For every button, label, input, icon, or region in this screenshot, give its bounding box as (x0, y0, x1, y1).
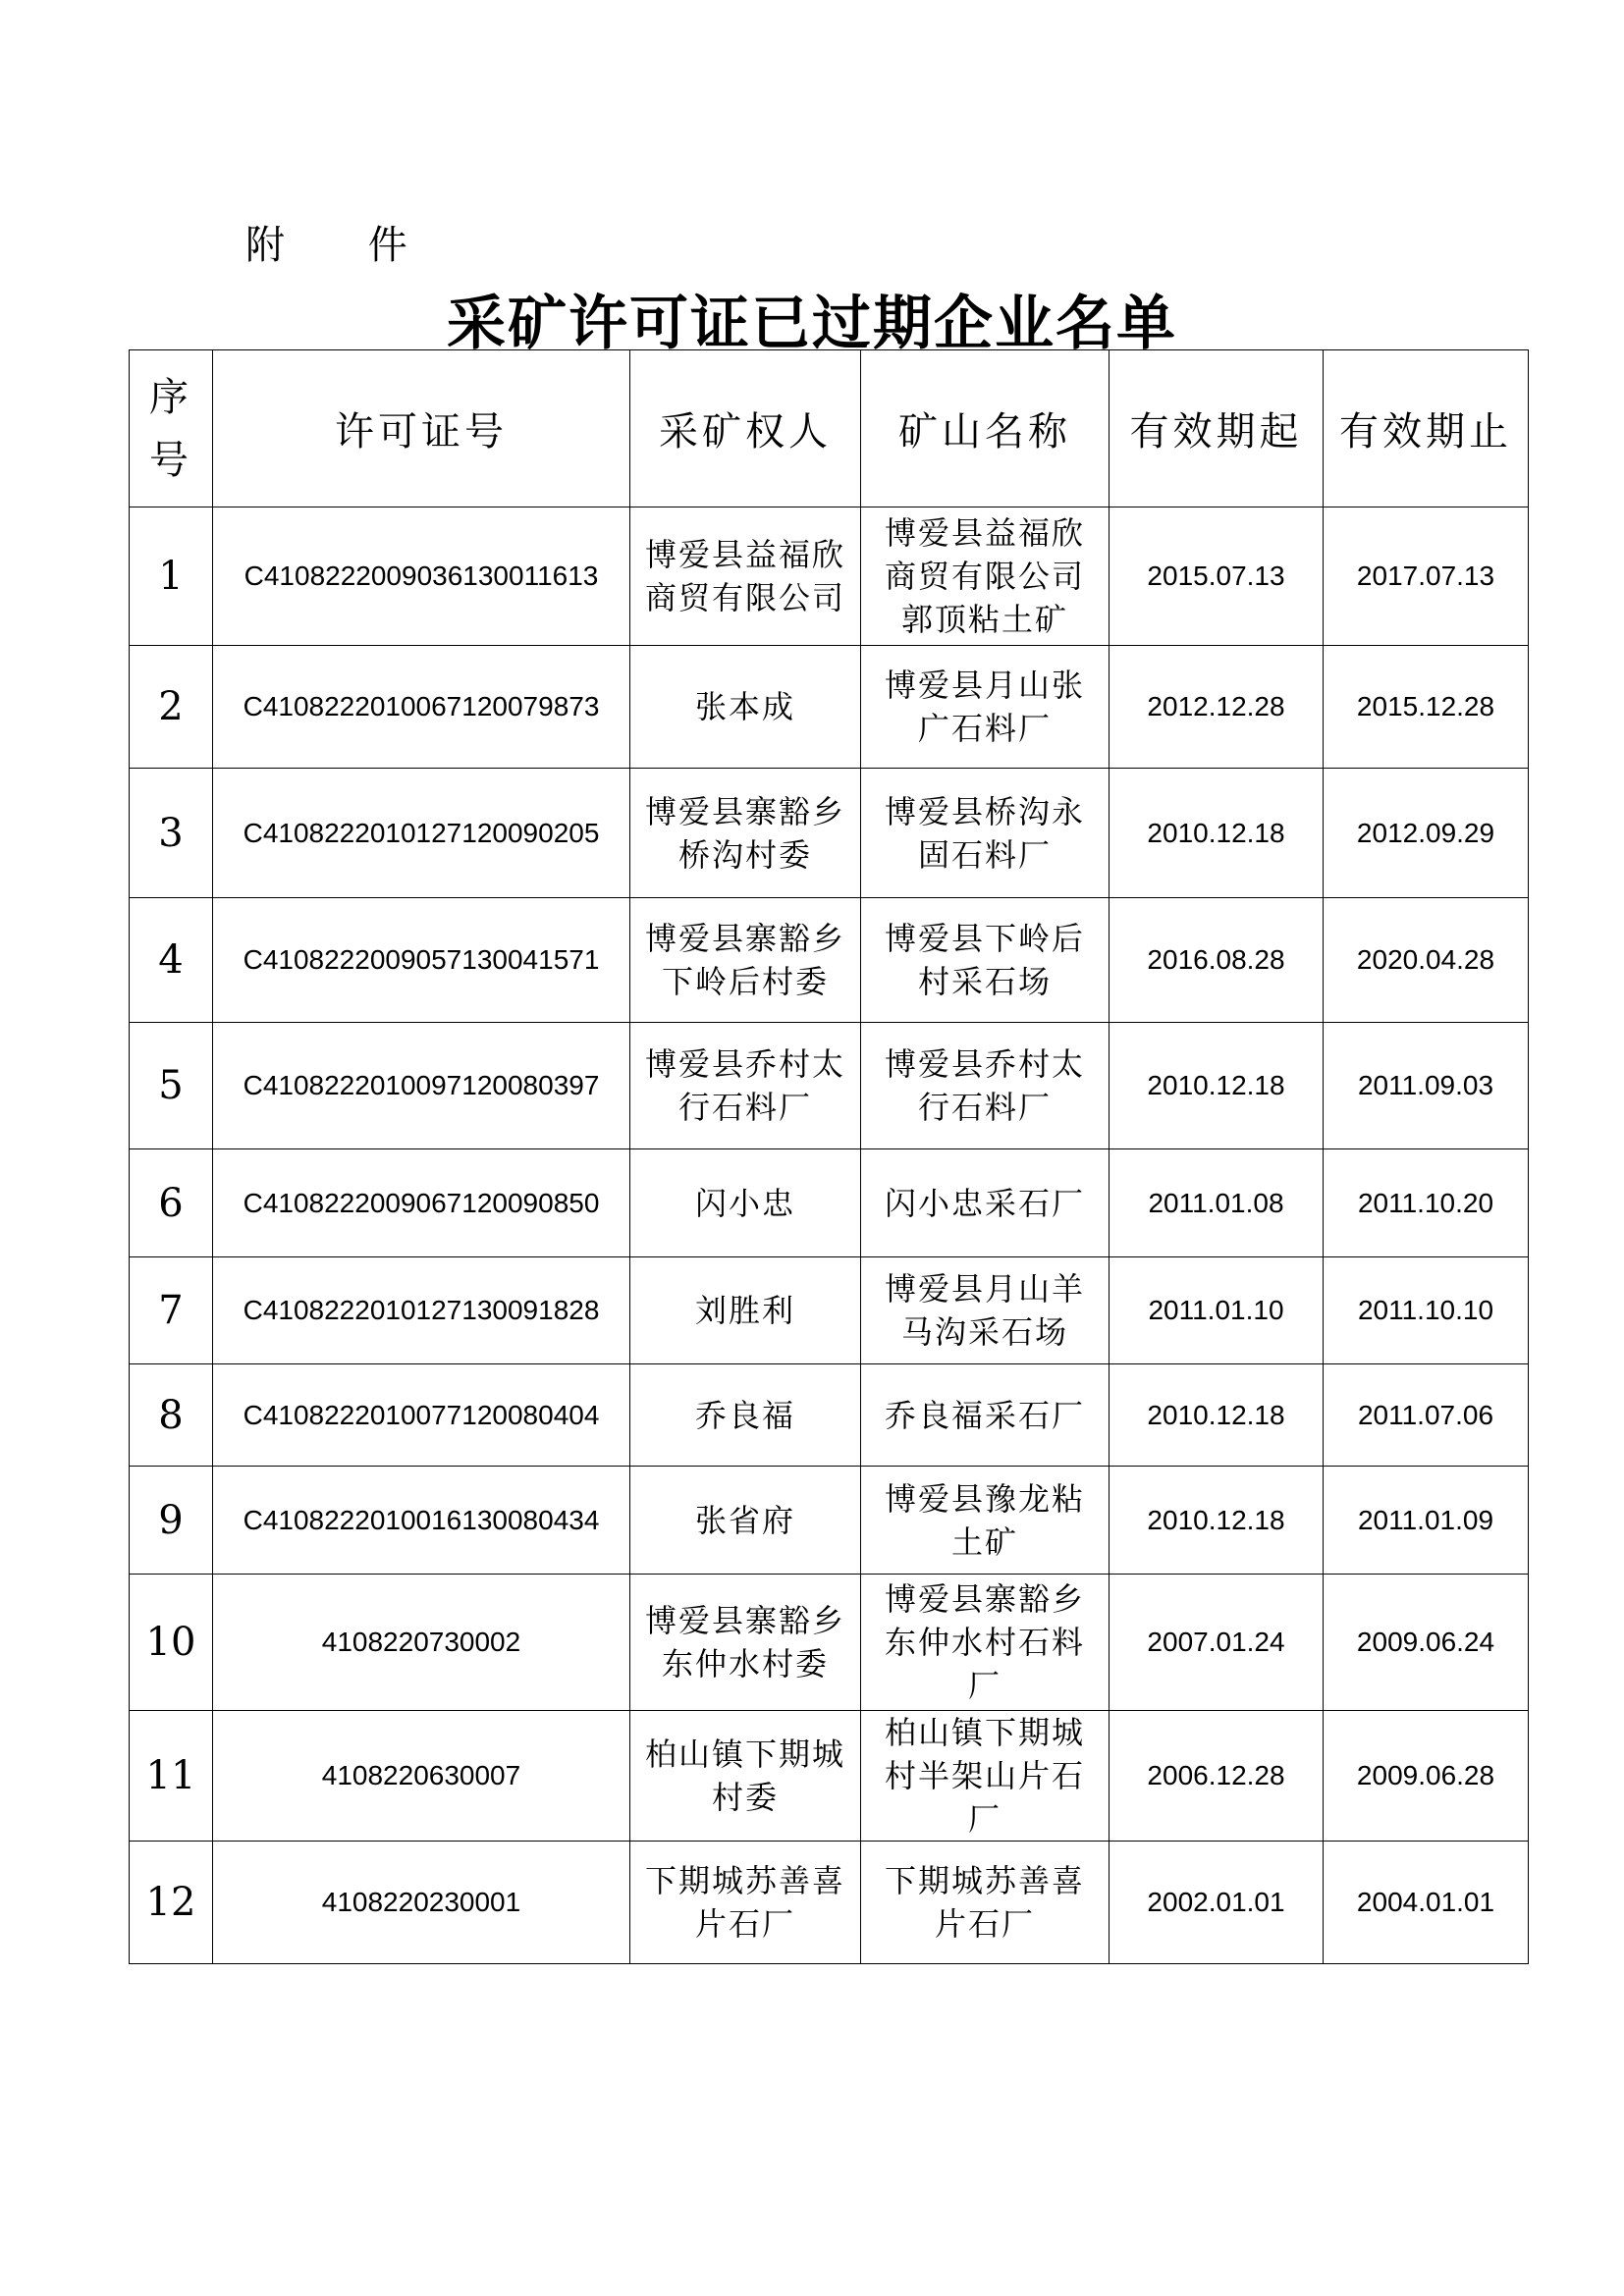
cell-valid-to: 2009.06.28 (1324, 1711, 1529, 1842)
cell-seq: 9 (130, 1467, 213, 1575)
cell-license-no: 4108220730002 (213, 1575, 630, 1711)
table-row (130, 1023, 1529, 1149)
table-row (130, 1842, 1529, 1964)
cell-seq: 10 (130, 1575, 213, 1711)
cell-holder: 刘胜利 (630, 1257, 861, 1364)
cell-valid-from: 2011.01.10 (1110, 1257, 1324, 1364)
cell-mine-name: 博爱县下岭后村采石场 (861, 898, 1110, 1023)
cell-valid-to: 2011.10.20 (1324, 1149, 1529, 1257)
cell-mine-name: 乔良福采石厂 (861, 1364, 1110, 1467)
cell-seq: 12 (130, 1842, 213, 1964)
cell-seq: 2 (130, 646, 213, 769)
table-row (130, 1364, 1529, 1467)
cell-license-no: C4108222010127120090205 (213, 769, 630, 898)
cell-valid-from: 2002.01.01 (1110, 1842, 1324, 1964)
cell-license-no: 4108220630007 (213, 1711, 630, 1842)
cell-valid-from: 2010.12.18 (1110, 1023, 1324, 1149)
cell-license-no: C4108222009057130041571 (213, 898, 630, 1023)
cell-valid-from: 2012.12.28 (1110, 646, 1324, 769)
cell-valid-to: 2004.01.01 (1324, 1842, 1529, 1964)
cell-valid-to: 2011.09.03 (1324, 1023, 1529, 1149)
cell-mine-name: 博爱县乔村太行石料厂 (861, 1023, 1110, 1149)
cell-holder: 博爱县益福欣商贸有限公司 (630, 507, 861, 646)
cell-mine-name: 博爱县桥沟永固石料厂 (861, 769, 1110, 898)
cell-seq: 11 (130, 1711, 213, 1842)
header-seq-line2: 号 (149, 437, 192, 483)
cell-holder: 张本成 (630, 646, 861, 769)
cell-valid-from: 2010.12.18 (1110, 1364, 1324, 1467)
cell-license-no: C4108222009036130011613 (213, 507, 630, 646)
cell-mine-name: 柏山镇下期城村半架山片石厂 (861, 1711, 1110, 1842)
cell-seq: 5 (130, 1023, 213, 1149)
cell-valid-to: 2011.07.06 (1324, 1364, 1529, 1467)
cell-mine-name: 博爱县月山张广石料厂 (861, 646, 1110, 769)
cell-valid-to: 2012.09.29 (1324, 769, 1529, 898)
document-title: 采矿许可证已过期企业名单 (447, 290, 1177, 358)
cell-valid-to: 2015.12.28 (1324, 646, 1529, 769)
header-seq-line1: 序 (149, 374, 192, 420)
table-row (130, 1149, 1529, 1257)
cell-mine-name: 博爱县月山羊马沟采石场 (861, 1257, 1110, 1364)
cell-valid-to: 2011.01.09 (1324, 1467, 1529, 1575)
header-license-no: 许可证号 (213, 350, 630, 507)
table-row (130, 507, 1529, 646)
cell-seq: 3 (130, 769, 213, 898)
cell-mine-name: 闪小忠采石厂 (861, 1149, 1110, 1257)
cell-license-no: 4108220230001 (213, 1842, 630, 1964)
cell-license-no: C4108222010016130080434 (213, 1467, 630, 1575)
cell-license-no: C4108222010097120080397 (213, 1023, 630, 1149)
cell-mine-name: 下期城苏善喜片石厂 (861, 1842, 1110, 1964)
table-row (130, 1467, 1529, 1575)
table-row (130, 1711, 1529, 1842)
cell-mine-name: 博爱县豫龙粘土矿 (861, 1467, 1110, 1575)
cell-seq: 8 (130, 1364, 213, 1467)
header-seq (130, 350, 213, 507)
cell-holder: 乔良福 (630, 1364, 861, 1467)
cell-holder: 下期城苏善喜片石厂 (630, 1842, 861, 1964)
table-row (130, 646, 1529, 769)
cell-license-no: C4108222010077120080404 (213, 1364, 630, 1467)
cell-holder: 博爱县寨豁乡东仲水村委 (630, 1575, 861, 1711)
cell-valid-from: 2010.12.18 (1110, 769, 1324, 898)
cell-valid-from: 2016.08.28 (1110, 898, 1324, 1023)
cell-holder: 博爱县寨豁乡下岭后村委 (630, 898, 861, 1023)
table-row (130, 1257, 1529, 1364)
header-valid-from: 有效期起 (1110, 350, 1324, 507)
cell-mine-name: 博爱县益福欣商贸有限公司郭顶粘土矿 (861, 507, 1110, 646)
cell-license-no: C4108222010127130091828 (213, 1257, 630, 1364)
header-mine-name: 矿山名称 (861, 350, 1110, 507)
cell-holder: 博爱县乔村太行石料厂 (630, 1023, 861, 1149)
cell-holder: 闪小忠 (630, 1149, 861, 1257)
cell-seq: 7 (130, 1257, 213, 1364)
cell-seq: 4 (130, 898, 213, 1023)
cell-valid-from: 2015.07.13 (1110, 507, 1324, 646)
header-valid-to: 有效期止 (1324, 350, 1529, 507)
cell-valid-to: 2020.04.28 (1324, 898, 1529, 1023)
cell-holder: 柏山镇下期城村委 (630, 1711, 861, 1842)
cell-holder: 张省府 (630, 1467, 861, 1575)
cell-valid-to: 2011.10.10 (1324, 1257, 1529, 1364)
header-holder: 采矿权人 (630, 350, 861, 507)
cell-seq: 1 (130, 507, 213, 646)
table-header-row (130, 350, 1529, 507)
cell-valid-from: 2011.01.08 (1110, 1149, 1324, 1257)
cell-license-no: C4108222009067120090850 (213, 1149, 630, 1257)
expired-license-table (129, 349, 1529, 1964)
cell-license-no: C4108222010067120079873 (213, 646, 630, 769)
cell-mine-name: 博爱县寨豁乡东仲水村石料厂 (861, 1575, 1110, 1711)
cell-valid-to: 2009.06.24 (1324, 1575, 1529, 1711)
table-row (130, 1575, 1529, 1711)
cell-valid-from: 2006.12.28 (1110, 1711, 1324, 1842)
cell-holder: 博爱县寨豁乡桥沟村委 (630, 769, 861, 898)
cell-seq: 6 (130, 1149, 213, 1257)
cell-valid-to: 2017.07.13 (1324, 507, 1529, 646)
table-row (130, 898, 1529, 1023)
table-row (130, 769, 1529, 898)
attachment-label: 附 件 (245, 223, 443, 268)
cell-valid-from: 2007.01.24 (1110, 1575, 1324, 1711)
cell-valid-from: 2010.12.18 (1110, 1467, 1324, 1575)
